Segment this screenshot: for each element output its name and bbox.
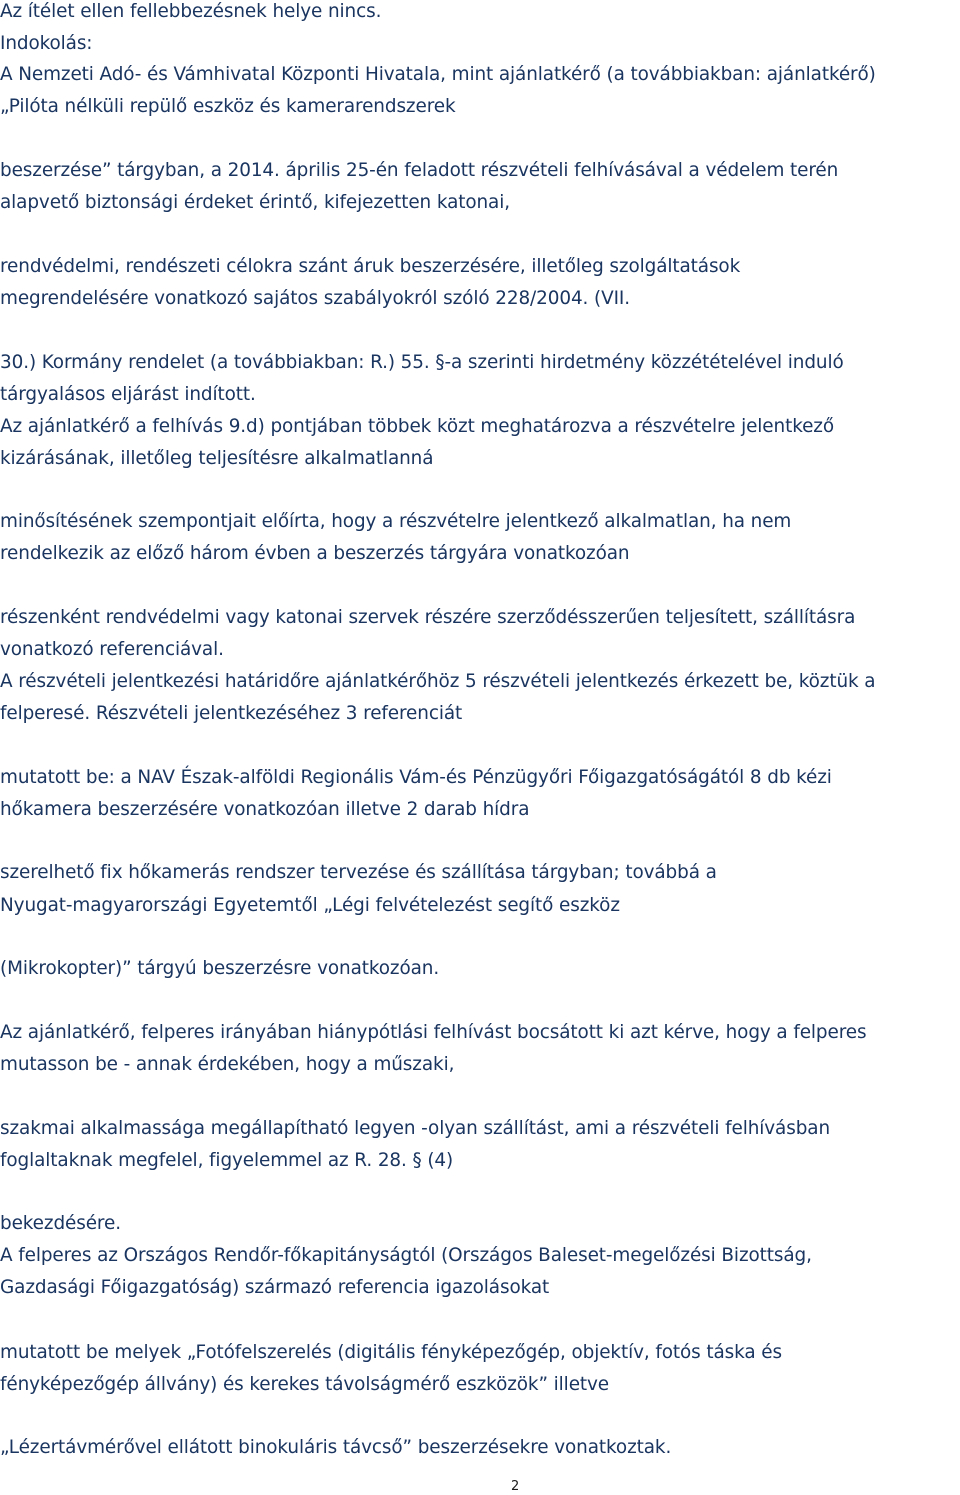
text-line: Az ajánlatkérő a felhívás 9.d) pontjában többek közt meghatározva a részvételre jelentkező — [0, 416, 835, 437]
text-line: hőkamera beszerzésére vonatkozóan illetve 2 darab hídra — [0, 799, 530, 820]
text-line: „Pilóta nélküli repülő eszköz és kamerarendszerek — [0, 96, 456, 117]
text-line: vonatkozó referenciával. — [0, 639, 224, 660]
text-line: rendvédelmi, rendészeti célokra szánt áruk beszerzésére, illetőleg szolgáltatások — [0, 256, 741, 277]
text-line: A részvételi jelentkezési határidőre ajánlatkérőhöz 5 részvételi jelentkezés érkezett be, köztük a — [0, 671, 876, 692]
text-line: felperesé. Részvételi jelentkezéséhez 3 referenciát — [0, 703, 463, 724]
text-line: mutasson be - annak érdekében, hogy a műszaki, — [0, 1054, 455, 1075]
text-line: Az ítélet ellen fellebbezésnek helye nincs. — [0, 1, 382, 22]
text-line: kizárásának, illetőleg teljesítésre alkalmatlanná — [0, 448, 434, 469]
text-line: (Mikrokopter)” tárgyú beszerzésre vonatkozóan. — [0, 958, 440, 979]
text-line: foglaltaknak megfelel, figyelemmel az R. 28. § (4) — [0, 1150, 454, 1171]
text-line: tárgyalásos eljárást indított. — [0, 384, 256, 405]
text-line: Indokolás: — [0, 33, 93, 54]
text-line: beszerzése” tárgyban, a 2014. április 25-én feladott részvételi felhívásával a védelem terén — [0, 160, 839, 181]
text-line: mutatott be melyek „Fotófelszerelés (digitális fényképezőgép, objektív, fotós táska és — [0, 1342, 782, 1363]
text-line: minősítésének szempontjait előírta, hogy a részvételre jelentkező alkalmatlan, ha nem — [0, 511, 792, 532]
text-line: megrendelésére vonatkozó sajátos szabályokról szóló 228/2004. (VII. — [0, 288, 630, 309]
text-line: részenként rendvédelmi vagy katonai szervek részére szerződésszerűen teljesített, szállításra — [0, 607, 856, 628]
text-line: Az ajánlatkérő, felperes irányában hiánypótlási felhívást bocsátott ki azt kérve, hogy a felperes — [0, 1022, 867, 1043]
text-line: Nyugat-magyarországi Egyetemtől „Légi felvételezést segítő eszköz — [0, 895, 620, 916]
text-line: „Lézertávmérővel ellátott binokuláris távcső” beszerzésekre vonatkoztak. — [0, 1437, 672, 1458]
text-line: 30.) Kormány rendelet (a továbbiakban: R.) 55. §-a szerinti hirdetmény közzétételével induló — [0, 352, 844, 373]
text-line: A felperes az Országos Rendőr-főkapitányságtól (Országos Baleset-megelőzési Bizottság, — [0, 1245, 812, 1266]
text-line: Gazdasági Főigazgatóság) származó referencia igazolásokat — [0, 1277, 550, 1298]
text-line: szakmai alkalmassága megállapítható legyen -olyan szállítást, ami a részvételi felhívásban — [0, 1118, 831, 1139]
page-number: 2 — [511, 1479, 520, 1494]
text-line: fényképezőgép állvány) és kerekes távolságmérő eszközök” illetve — [0, 1374, 610, 1395]
text-line: bekezdésére. — [0, 1213, 121, 1234]
text-line: alapvető biztonsági érdeket érintő, kifejezetten katonai, — [0, 192, 510, 213]
text-line: mutatott be: a NAV Észak-alföldi Regionális Vám-és Pénzügyőri Főigazgatóságától 8 db kézi — [0, 767, 832, 788]
text-line: A Nemzeti Adó- és Vámhivatal Központi Hivatala, mint ajánlatkérő (a továbbiakban: ajánlatkérő) — [0, 64, 876, 85]
text-line: rendelkezik az előző három évben a beszerzés tárgyára vonatkozóan — [0, 543, 630, 564]
text-line: szerelhető fix hőkamerás rendszer tervezése és szállítása tárgyban; továbbá a — [0, 862, 717, 883]
